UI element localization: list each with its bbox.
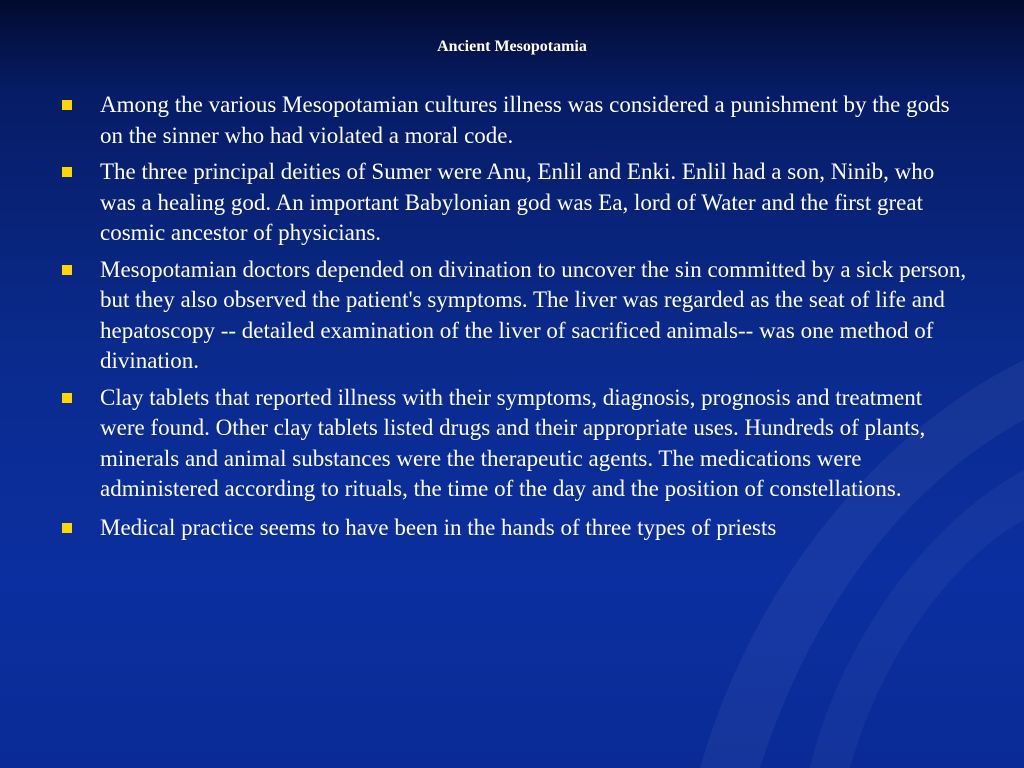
bullet-text: Mesopotamian doctors depended on divination to uncover the sin committed by a sick person, but they also observed the patient's symptoms. The liver was regarded as the seat of life and hepatoscopy -- detailed examination of the liver of sacrificed animals-- was one method of divination. xyxy=(100,256,967,373)
bullet-text: Medical practice seems to have been in the hands of three types of priests xyxy=(100,514,777,540)
bullet-item xyxy=(62,90,972,151)
bullet-text: Among the various Mesopotamian cultures illness was considered a punishment by the gods on the sinner who had violated a moral code. xyxy=(100,92,950,148)
square-bullet-icon xyxy=(62,167,72,177)
bullet-item xyxy=(62,255,972,377)
bullet-item xyxy=(62,513,972,544)
square-bullet-icon xyxy=(62,393,72,403)
bullet-list xyxy=(62,90,972,549)
bullet-item xyxy=(62,157,972,249)
slide-title: Ancient Mesopotamia xyxy=(437,38,587,55)
bullet-item xyxy=(62,383,972,505)
bullet-text: Clay tablets that reported illness with their symptoms, diagnosis, prognosis and treatment were found. Other clay tablets listed drugs and their appropriate uses. Hundreds of plants, minerals and animal substances were the therapeutic agents. The medications were administered according to rituals, the time of the day and the position of constellations. xyxy=(100,384,926,501)
square-bullet-icon xyxy=(62,265,72,275)
square-bullet-icon xyxy=(62,100,72,110)
square-bullet-icon xyxy=(62,523,72,533)
bullet-text: The three principal deities of Sumer were Anu, Enlil and Enki. Enlil had a son, Ninib, who was a healing god. An important Babylonian god was Ea, lord of Water and the first great cosmic ancestor of physicians. xyxy=(100,159,935,245)
